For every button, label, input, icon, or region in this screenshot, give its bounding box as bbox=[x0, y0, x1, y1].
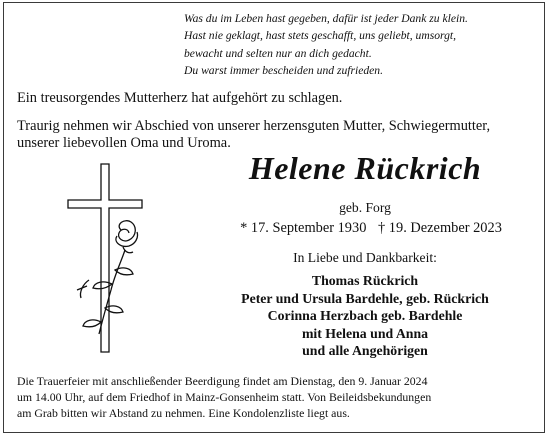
funeral-info-line: Die Trauerfeier mit anschließender Beerdigung findet am Dienstag, den 9. Januar 2024 bbox=[17, 374, 428, 388]
birth-name: geb. Forg bbox=[339, 200, 391, 215]
life-dates bbox=[226, 220, 516, 237]
deceased-name: Helene Rückrich bbox=[248, 150, 482, 186]
intro-paragraph bbox=[17, 118, 542, 152]
poem-line: bewacht und selten nur an dich gedacht. bbox=[184, 46, 372, 60]
funeral-info-line: am Grab bitten wir Abstand zu nehmen. Eine Kondolenzliste liegt aus. bbox=[17, 406, 350, 420]
mourner-line: mit Helena und Anna bbox=[301, 325, 429, 341]
funeral-info bbox=[17, 373, 542, 421]
cross-with-rose-icon bbox=[65, 162, 145, 362]
death-date: † 19. Dezember 2023 bbox=[378, 220, 502, 236]
birth-date: * 17. September 1930 bbox=[240, 220, 367, 236]
mourner-line: Peter und Ursula Bardehle, geb. Rückrich bbox=[241, 290, 489, 306]
intro-line: Ein treusorgendes Mutterherz hat aufgehört zu schlagen. bbox=[17, 90, 343, 106]
poem-line: Hast nie geklagt, hast stets geschafft, uns geliebt, umsorgt, bbox=[184, 29, 456, 43]
mourner-line: Corinna Herzbach geb. Bardehle bbox=[267, 308, 463, 324]
thanks-line: In Liebe und Dankbarkeit: bbox=[293, 250, 437, 265]
funeral-info-line: um 14.00 Uhr, auf dem Friedhof in Mainz-Gonsenheim statt. Von Beileidsbekundungen bbox=[17, 390, 432, 404]
mourners-list bbox=[200, 272, 530, 360]
mourner-line: und alle Angehörigen bbox=[302, 343, 428, 359]
intro-paragraph-line: unserer liebevollen Oma und Uroma. bbox=[17, 135, 231, 151]
mourner-line: Thomas Rückrich bbox=[311, 273, 419, 288]
poem bbox=[184, 10, 534, 80]
intro-paragraph-line: Traurig nehmen wir Abschied von unserer herzensguten Mutter, Schwiegermutter, bbox=[17, 118, 491, 134]
poem-line: Was du im Leben hast gegeben, dafür ist jeder Dank zu klein. bbox=[184, 12, 468, 25]
poem-line: Du warst immer bescheiden und zufrieden. bbox=[184, 64, 384, 78]
